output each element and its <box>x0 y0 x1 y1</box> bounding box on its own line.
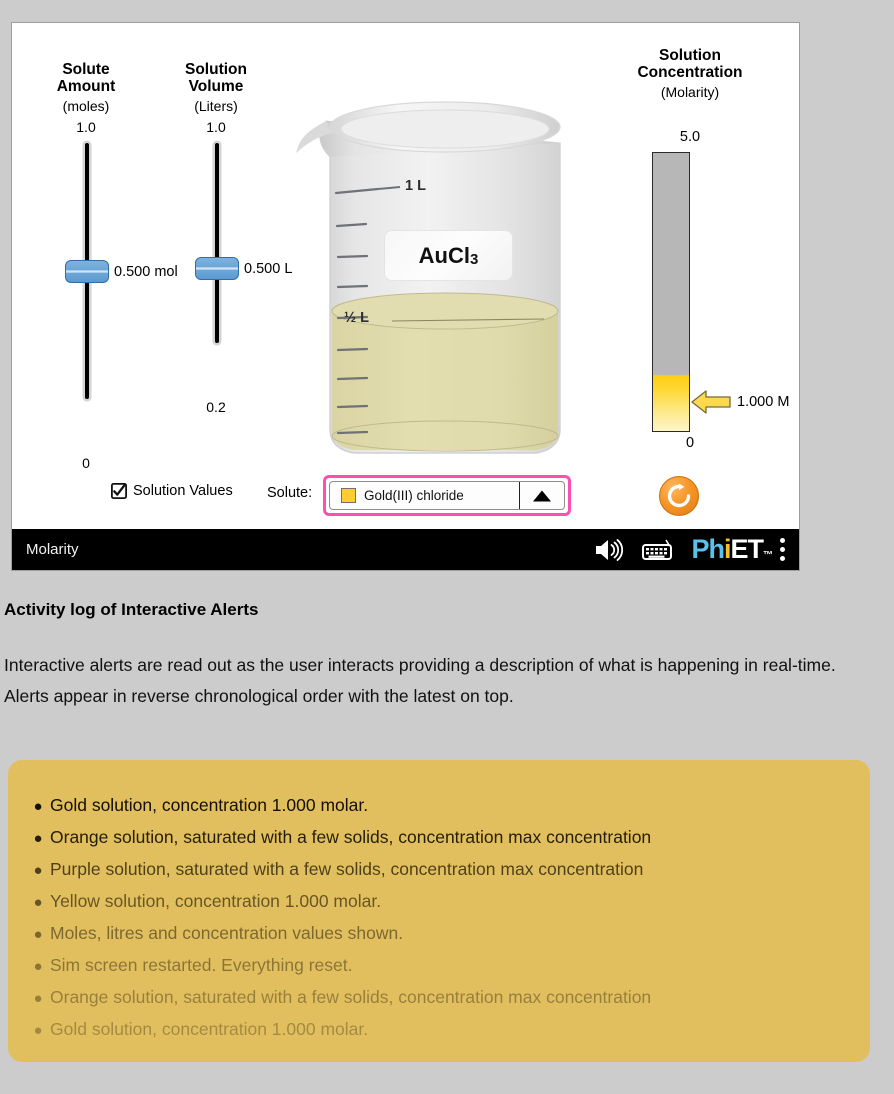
alert-text: Moles, litres and concentration values shown. <box>50 923 404 943</box>
phet-logo[interactable] <box>691 534 772 565</box>
solute-color-swatch <box>341 488 356 503</box>
kebab-dot <box>780 538 785 543</box>
concentration-units: (Molarity) <box>660 84 720 100</box>
alert-log-item <box>8 1014 870 1046</box>
solute-amount-control <box>26 61 178 471</box>
solute-formula-label <box>384 230 513 281</box>
kebab-dot <box>780 547 785 552</box>
solute-formula-main: AuCl <box>418 242 470 268</box>
alert-bullet-icon: ● <box>33 958 43 975</box>
solute-combobox-focus-ring <box>323 475 571 516</box>
solute-label: Solute: <box>267 485 313 501</box>
solution-volume-slider-thumb[interactable] <box>195 257 239 280</box>
alert-bullet-icon: ● <box>33 862 43 879</box>
solute-amount-max-label: 1.0 <box>76 119 96 135</box>
sound-icon[interactable] <box>593 537 623 563</box>
concentration-title-line2: Concentration <box>637 64 743 81</box>
alert-text: Orange solution, saturated with a few solids, concentration max concentration <box>50 987 652 1007</box>
concentration-pointer <box>690 387 789 417</box>
keyboard-icon[interactable] <box>641 538 673 562</box>
activity-log-description: Interactive alerts are read out as the user interacts providing a description of what is happening in real-time. Alerts appear in reverse chronological order with the latest on top. <box>4 655 836 706</box>
alert-log-item <box>8 982 870 1014</box>
simulation-frame <box>11 22 800 571</box>
alert-bullet-icon: ● <box>33 1022 43 1039</box>
phet-logo-ph: Ph <box>691 534 724 564</box>
activity-log-heading: Activity log of Interactive Alerts <box>4 600 259 619</box>
reset-all-icon <box>666 483 692 509</box>
concentration-pointer-value: 1.000 M <box>737 394 790 410</box>
solution-volume-max-label: 1.0 <box>206 119 226 135</box>
solute-formula-subscript: 3 <box>469 251 479 268</box>
phet-logo-et: ET <box>730 534 763 564</box>
phet-nav-bar <box>12 529 799 570</box>
sim-play-area <box>12 23 799 530</box>
solute-amount-title-line2: Amount <box>56 78 116 95</box>
alert-log-item <box>8 886 870 918</box>
solution-values-checkbox[interactable] <box>111 483 233 499</box>
alert-log-item <box>8 822 870 854</box>
solute-combobox[interactable] <box>329 481 565 510</box>
alert-log-item <box>8 790 870 822</box>
alert-log-item <box>8 950 870 982</box>
solution-concentration-meter <box>590 47 790 451</box>
alert-bullet-icon: ● <box>33 990 43 1007</box>
alert-text: Yellow solution, concentration 1.000 molar. <box>50 891 382 911</box>
solution-volume-track-wrap <box>156 143 293 343</box>
alert-log-item <box>8 918 870 950</box>
solute-amount-title-line1: Solute <box>62 61 110 78</box>
beaker-tick-label-half-l: ½ L <box>344 310 369 326</box>
solution-volume-title-line2: Volume <box>188 78 244 95</box>
chevron-up-icon[interactable] <box>520 489 564 503</box>
concentration-bar-fill <box>653 375 689 431</box>
solute-amount-slider-thumb[interactable] <box>65 260 109 283</box>
alert-text: Sim screen restarted. Everything reset. <box>50 955 353 975</box>
alert-bullet-icon: ● <box>33 926 43 943</box>
alert-text: Orange solution, saturated with a few solids, concentration max concentration <box>50 827 652 847</box>
kebab-dot <box>780 556 785 561</box>
kebab-menu-icon[interactable] <box>780 538 785 561</box>
solute-amount-value-readout: 0.500 mol <box>114 264 178 280</box>
beaker-tick-label-1l: 1 L <box>405 178 426 194</box>
solute-amount-min-label: 0 <box>82 455 90 471</box>
reset-all-button[interactable] <box>659 476 699 516</box>
sim-controls-row <box>12 473 801 530</box>
solution-values-label: Solution Values <box>133 483 233 499</box>
alert-text: Purple solution, saturated with a few solids, concentration max concentration <box>50 859 644 879</box>
solution-volume-units: (Liters) <box>194 98 238 114</box>
alert-text: Gold solution, concentration 1.000 molar. <box>50 1019 369 1039</box>
concentration-bar <box>652 152 690 432</box>
concentration-min-label: 0 <box>685 435 695 451</box>
solution-volume-title-line1: Solution <box>185 61 247 78</box>
solution-volume-control <box>156 61 293 415</box>
alert-text: Gold solution, concentration 1.000 molar. <box>50 795 369 815</box>
solute-amount-track-wrap <box>26 143 178 399</box>
alert-bullet-icon: ● <box>33 894 43 911</box>
solute-amount-units: (moles) <box>62 98 110 114</box>
alert-bullet-icon: ● <box>33 798 43 815</box>
left-arrow-icon <box>690 387 732 417</box>
beaker <box>274 81 584 461</box>
alert-bullet-icon: ● <box>33 830 43 847</box>
sim-name-label: Molarity <box>26 541 79 558</box>
concentration-bar-wrap <box>652 152 690 432</box>
concentration-max-label: 5.0 <box>679 129 701 145</box>
solution-volume-track[interactable] <box>215 143 219 343</box>
concentration-title-line1: Solution <box>659 47 721 64</box>
alert-log-panel <box>8 760 870 1062</box>
alert-log-item <box>8 854 870 886</box>
phet-logo-tm: ™ <box>763 550 772 561</box>
solution-volume-value-readout: 0.500 L <box>244 261 293 277</box>
solution-volume-min-label: 0.2 <box>206 399 226 415</box>
solute-selected-value: Gold(III) chloride <box>364 488 464 503</box>
checkbox-checked-icon <box>111 483 127 499</box>
phet-logo-i: i <box>723 534 731 564</box>
